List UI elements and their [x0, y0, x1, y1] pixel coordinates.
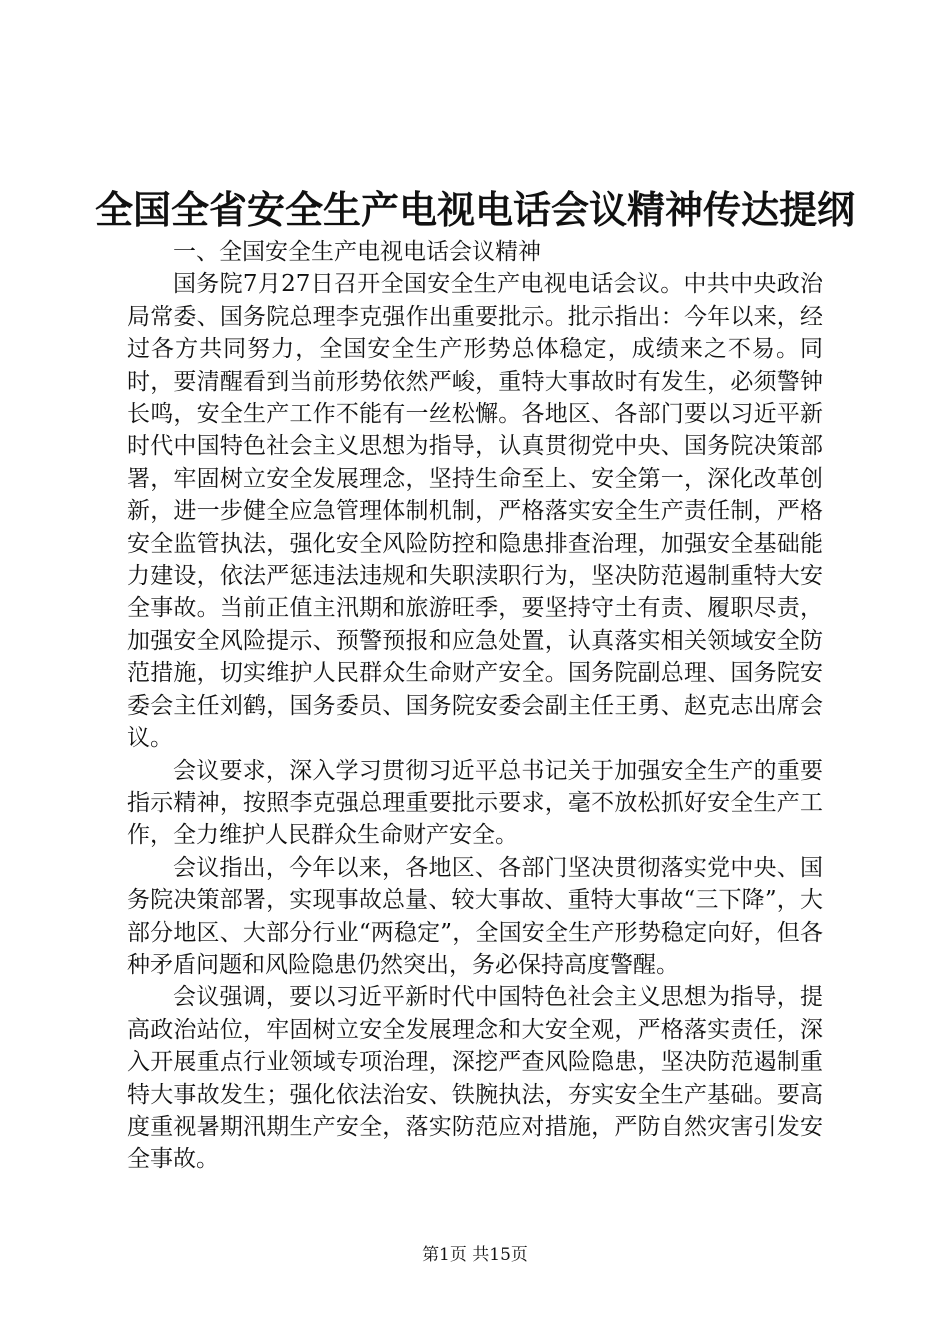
body-paragraph: 国务院7月27日召开全国安全生产电视电话会议。中共中央政治局常委、国务院总理李克强作出重要批示。批示指出：今年以来，经过各方共同努力，全国安全生产形势总体稳定，成绩来之不易。同时，要清醒看到当前形势依然严峻，重特大事故时有发生，必须警钟长鸣，安全生产工作不能有一丝松懈。各地区、各部门要以习近平新时代中国特色社会主义思想为指导，认真贯彻党中央、国务院决策部署，牢固树立安全发展理念，坚持生命至上、安全第一，深化改革创新，进一步健全应急管理体制机制，严格落实安全生产责任制，严格安全监管执法，强化安全风险防控和隐患排查治理，加强安全基础能力建设，依法严惩违法违规和失职渎职行为，坚决防范遏制重特大安全事故。当前正值主汛期和旅游旺季，要坚持守土有责、履职尽责，加强安全风险提示、预警预报和应急处置，认真落实相关领域安全防范措施，切实维护人民群众生命财产安全。国务院副总理、国务院安委会主任刘鹤，国务委员、国务院安委会副主任王勇、赵克志出席会议。 — [127, 271, 823, 752]
document-body — [127, 236, 823, 1176]
body-paragraph: 会议要求，深入学习贯彻习近平总书记关于加强安全生产的重要指示精神，按照李克强总理重要批示要求，毫不放松抓好安全生产工作，全力维护人民群众生命财产安全。 — [127, 757, 823, 849]
document-title: 全国全省安全生产电视电话会议精神传达提纲 — [94, 188, 855, 232]
section-heading: 一、全国安全生产电视电话会议精神 — [173, 239, 541, 265]
page-number-footer: 第1页 共15页 — [422, 1245, 528, 1265]
body-paragraph: 会议强调，要以习近平新时代中国特色社会主义思想为指导，提高政治站位，牢固树立安全发展理念和大安全观，严格落实责任，深入开展重点行业领域专项治理，深挖严查风险隐患，坚决防范遏制重特大事故发生；强化依法治安、铁腕执法，夯实安全生产基础。要高度重视暑期汛期生产安全，落实防范应对措施，严防自然灾害引发安全事故。 — [127, 984, 823, 1173]
body-paragraph: 会议指出，今年以来，各地区、各部门坚决贯彻落实党中央、国务院决策部署，实现事故总量、较大事故、重特大事故“三下降”，大部分地区、大部分行业“两稳定”，全国安全生产形势稳定向好，但各种矛盾问题和风险隐患仍然突出，务必保持高度警醒。 — [127, 854, 823, 978]
